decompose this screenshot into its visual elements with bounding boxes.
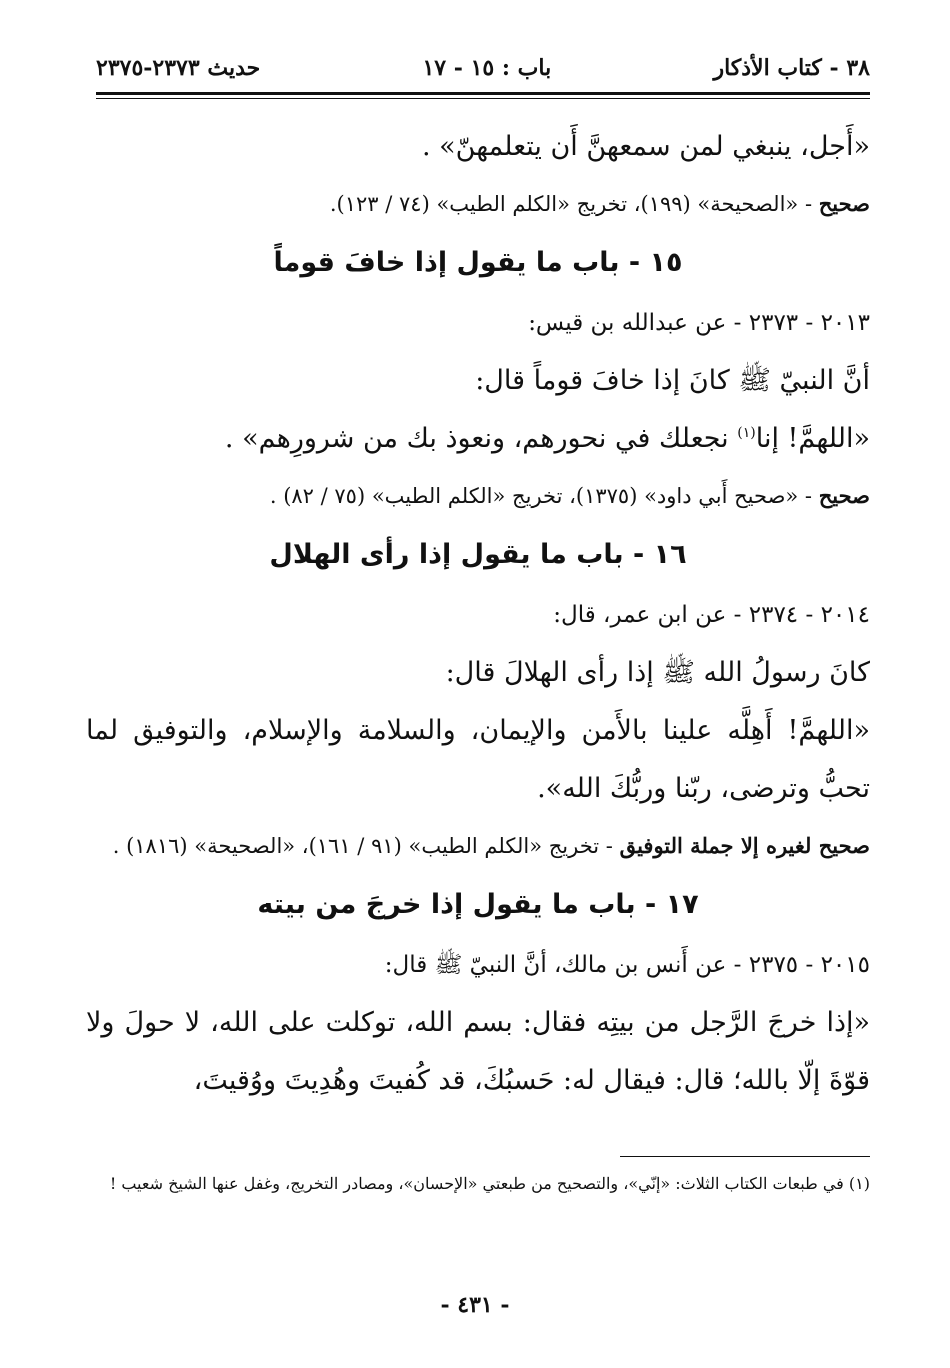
footnote [86,1166,870,1202]
matn-line: «أَجل، ينبغي لمن سمعهنَّ أَن يتعلمهنّ» . [421,131,870,162]
bab-range: باب : ١٥ - ١٧ [422,55,552,81]
section-heading-16: ١٦ - باب ما يقول إذا رأى الهلال [269,539,687,570]
grading-label: صحيح [818,191,870,216]
header-rule-thick [96,92,870,95]
grading-line [86,818,870,874]
page-number: - ٤٣١ - [440,1292,510,1318]
matn-paragraph: «إذا خرجَ الرَّجل من بيتِه فقال: بسم الله، توكلت على الله، لا حولَ ولا قوّةَ إلّا بالله؛ قال: فيقال له: حَسبُكَ، قد كُفيتَ وهُدِيتَ ووُقيتَ، [86,1007,870,1096]
header-rule-thin [96,98,870,99]
matn-text: «اللهمَّ! إنا [755,423,870,454]
isnad-line: ٢٠١٤ - ٢٣٧٤ - عن ابن عمر، قال: [553,602,870,628]
hadith-range: حديث ٢٣٧٣-٢٣٧٥ [96,55,261,81]
grading-label: صحيح لغيره إلا جملة التوفيق [619,833,870,858]
grading-label: صحيح [818,483,870,508]
section-heading-17: ١٧ - باب ما يقول إذا خرجَ من بيته [257,889,699,920]
grading-sources: - «صحيح أَبي داود» (١٣٧٥)، تخريج «الكلم الطيب» (٧٥ / ٨٢) . [269,484,819,508]
matn-line: أنَّ النبيّ ﷺ كانَ إذا خافَ قوماً قال: [475,365,870,396]
grading-sources: - «الصحيحة» (١٩٩)، تخريج «الكلم الطيب» (٧٤ / ١٢٣). [329,192,819,216]
matn-line: كانَ رسولُ الله ﷺ إذا رأى الهلالَ قال: [445,657,870,688]
isnad-line: ٢٠١٥ - ٢٣٧٥ - عن أَنس بن مالك، أنَّ النبيّ ﷺ قال: [384,952,870,978]
chapter-title: ٣٨ - كتاب الأذكار [713,55,870,81]
isnad-line: ٢٠١٣ - ٢٣٧٣ - عن عبدالله بن قيس: [528,310,870,336]
grading-sources: - تخريج «الكلم الطيب» (٩١ / ١٦١)، «الصحيحة» (١٨١٦) . [112,834,620,858]
footnote-ref: (١) [737,425,756,441]
running-header [96,48,870,88]
grading-line [86,176,870,232]
section-heading-15: ١٥ - باب ما يقول إذا خافَ قوماً [273,247,683,278]
footnote-rule [620,1156,870,1157]
matn-line [86,410,870,468]
footnote-text: (١) في طبعات الكتاب الثلاث: «إنّي»، والتصحيح من طبعتي «الإحسان»، ومصادر التخريج، وغفل عنها الشيخ شعيب ! [109,1174,870,1193]
grading-line [86,468,870,524]
main-text [86,118,870,1110]
matn-text: نجعلك في نحورهم، ونعوذ بك من شرورِهم» . [224,423,738,454]
matn-paragraph: «اللهمَّ! أَهِلَّه علينا بالأَمن والإيمان، والسلامة والإسلام، والتوفيق لما تحبُّ وترضى، ربّنا وربُّكَ الله». [86,715,870,804]
